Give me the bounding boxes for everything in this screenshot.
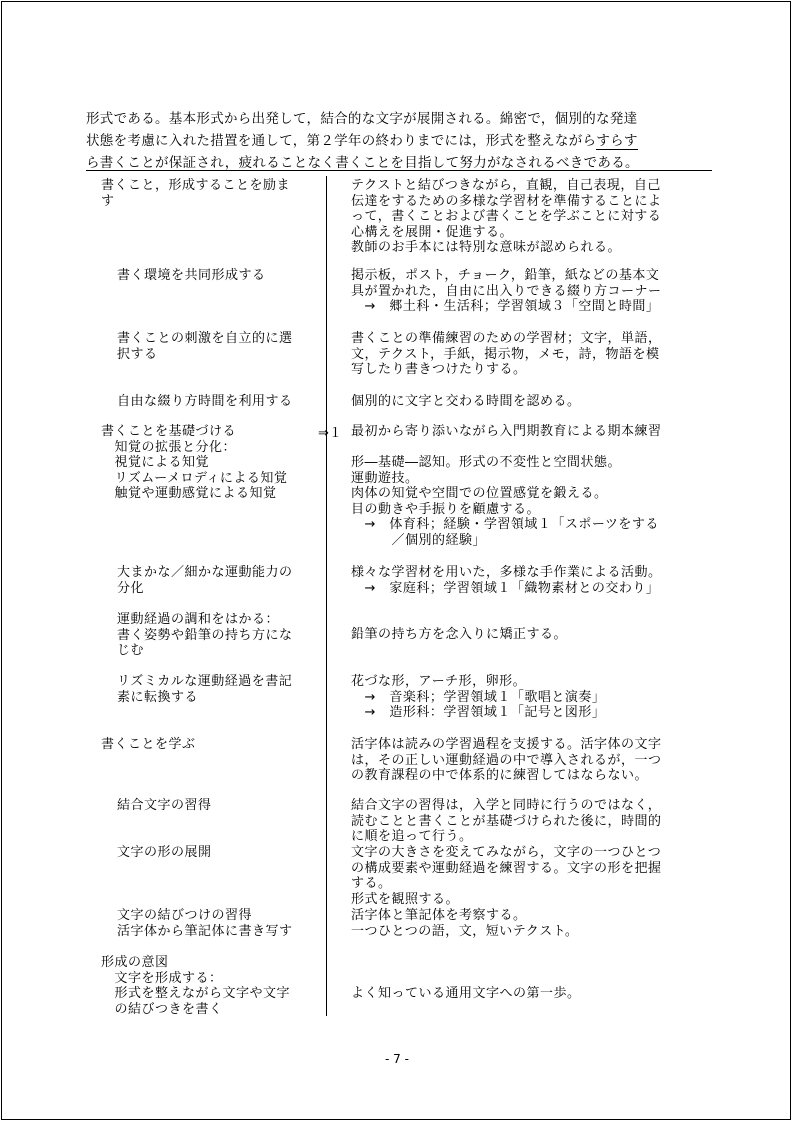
left-cell	[117, 565, 342, 596]
right-cell	[351, 627, 716, 643]
left-line: じむ	[117, 643, 145, 658]
right-line: テクストと結びつきながら，直観，自己表現，自己	[351, 178, 661, 193]
left-line: 択する	[117, 346, 158, 362]
right-cell	[351, 986, 716, 1002]
left-line: 活字体から筆記体に書き写す	[117, 923, 293, 939]
intro-paragraph	[86, 108, 716, 174]
right-cell	[351, 178, 716, 256]
left-line: 書くことを基礎づける	[101, 424, 237, 439]
right-line: 最初から寄り添いながら入門期教育による期本練習	[351, 424, 662, 439]
left-cell	[117, 908, 342, 939]
right-line: って，書くことおよび書くことを学ぶことに対する	[351, 209, 662, 224]
left-cell	[117, 612, 342, 659]
right-line: 教師のお手本には特別な意味が認められる。	[351, 240, 622, 255]
left-cell	[117, 331, 342, 362]
intro-line: 形式である。基本形式から出発して，結合的な文字が展開される。綿密で，個別的な発達	[86, 111, 638, 127]
left-line: 結合文字の習得	[117, 798, 212, 813]
left-line: 書く姿勢や鉛筆の持ち方にな	[117, 627, 293, 643]
implication-arrow: ⇒１	[318, 426, 342, 441]
right-line: → 体育科；経験・学習領域１「スポーツをする	[351, 517, 659, 532]
right-line: 個別的に文字と交わる時間を認める。	[351, 394, 581, 409]
left-line: 書く環境を共同形成する	[117, 268, 266, 283]
intro-underline	[86, 170, 712, 171]
right-line: の構成要素や運動経過を練習する。文字の形を把握	[351, 860, 662, 876]
left-line: 大まかな／細かな運動能力の	[117, 565, 293, 580]
right-line: → 音楽科；学習領域１「歌唱と演奏」	[351, 689, 606, 705]
right-line: → 郷土科・生活科；学習領域３「空間と時間」	[351, 299, 660, 314]
right-line: 文字の大きさを変えてみながら，文字の一つひとつ	[351, 845, 662, 860]
right-line: に順を追って行う。	[351, 829, 473, 844]
right-cell	[351, 674, 716, 721]
intro-text: 状態を考慮に入れた措置を通して，第２学年の終わりまでには，形式を整えながら	[86, 133, 597, 149]
right-line: 結合文字の習得は，入学と同時に行うのではなく，	[351, 798, 662, 813]
left-cell	[101, 424, 326, 502]
right-cell	[351, 845, 716, 907]
page-number: - 7 -	[385, 1052, 409, 1066]
right-line: 読むことと書くことが基礎づけられた後に，時間的	[351, 813, 662, 829]
left-line: す	[101, 193, 115, 209]
right-line: 形式を観照する。	[351, 891, 460, 907]
left-cell	[117, 394, 342, 410]
left-line: 分化	[117, 580, 145, 596]
right-line: 書くことの準備練習のための学習材；文字，単語，	[351, 331, 662, 346]
right-cell	[351, 331, 716, 378]
right-line: 伝達をするための多様な学習材を準備することによ	[351, 193, 662, 209]
left-line: 書くことを学ぶ	[101, 737, 196, 752]
right-line: → 造形科：学習領域１「記号と図形」	[351, 705, 606, 720]
right-line: 運動遊技。	[351, 470, 419, 486]
left-line: 書くことの刺激を自立的に選	[117, 331, 293, 346]
left-line: の結びつきを書く	[101, 1001, 223, 1017]
right-cell	[351, 798, 716, 845]
right-line: 活字体と筆記体を考察する。	[351, 908, 527, 923]
right-line: 鉛筆の持ち方を念入りに矯正する。	[351, 627, 568, 642]
right-line: 心構えを展開・促進する。	[351, 224, 514, 240]
right-line: する。	[351, 876, 392, 891]
intro-underlined-text: すらす	[596, 133, 638, 149]
right-cell	[351, 908, 716, 939]
left-cell	[117, 845, 342, 861]
right-line: ／個別的経験」	[351, 532, 487, 548]
right-line: 具が置かれた，自由に出入りできる綴り方コーナー	[351, 283, 662, 299]
left-line: 書くこと，形成することを励ま	[101, 178, 291, 193]
right-cell	[351, 268, 716, 315]
left-cell	[101, 178, 326, 209]
left-line: 形成の意図	[101, 955, 169, 970]
right-line: 文，テクスト，手紙，掲示物，メモ，詩，物語を模	[351, 346, 660, 362]
right-cell	[351, 394, 716, 410]
left-cell	[101, 955, 326, 1017]
right-line: 写したり書きつけたりする。	[351, 362, 527, 377]
left-line: リズミカルな運動経過を書記	[117, 674, 293, 689]
right-cell	[351, 424, 716, 548]
left-line: 視覚による知覚	[101, 455, 210, 470]
left-line: 自由な綴り方時間を利用する	[117, 394, 293, 409]
left-line: リズムーメロディによる知覚	[101, 470, 288, 486]
column-divider	[326, 176, 327, 1016]
left-cell	[117, 798, 342, 814]
left-line: 触覚や運動感覚による知覚	[101, 486, 277, 501]
right-line: は，その正しい運動経過の中で導入されるが，一つ	[351, 752, 662, 768]
right-line: 目の動きや手振りを顧慮する。	[351, 501, 541, 517]
left-cell	[117, 268, 342, 284]
right-line: 様々な学習材を用いた，多様な手作業による活動。	[351, 565, 662, 580]
right-line: 花づな形，アーチ形，卵形。	[351, 674, 527, 689]
right-line: 一つひとつの語，文，短いテクスト。	[351, 923, 579, 939]
left-line: 文字の結びつけの習得	[117, 908, 253, 923]
intro-line	[86, 130, 716, 152]
left-cell	[101, 737, 326, 753]
left-line: 文字を形成する：	[101, 970, 223, 986]
right-line: 肉体の知覚や空間での位置感覚を鍛える。	[351, 486, 608, 501]
right-cell	[351, 565, 716, 596]
right-line: 形―基礎―認知。形式の不変性と空間状態。	[351, 455, 622, 470]
right-line: よく知っている通用文字への第一歩。	[351, 986, 581, 1001]
right-line: 活字体は読みの学習過程を支援する。活字体の文字	[351, 737, 662, 752]
right-line: → 家庭科；学習領域１「織物素材との交わり」	[351, 580, 660, 596]
intro-line: ら書くことが保証され，疲れることなく書くことを目指して努力がなされるべきである。	[86, 155, 639, 171]
left-line: 知覚の拡張と分化：	[101, 439, 237, 455]
left-line: 形式を整えながら文字や文字	[101, 986, 291, 1001]
left-line: 文字の形の展開	[117, 845, 212, 860]
left-line: 素に転換する	[117, 689, 199, 705]
left-cell	[117, 674, 342, 705]
right-line: の教育課程の中で体系的に練習してはならない。	[351, 768, 649, 783]
right-line	[351, 440, 716, 456]
right-line: 掲示板，ポスト，チョーク，鉛筆，紙などの基本文	[351, 268, 660, 283]
right-cell	[351, 737, 716, 784]
left-line: 運動経過の調和をはかる：	[117, 612, 280, 627]
